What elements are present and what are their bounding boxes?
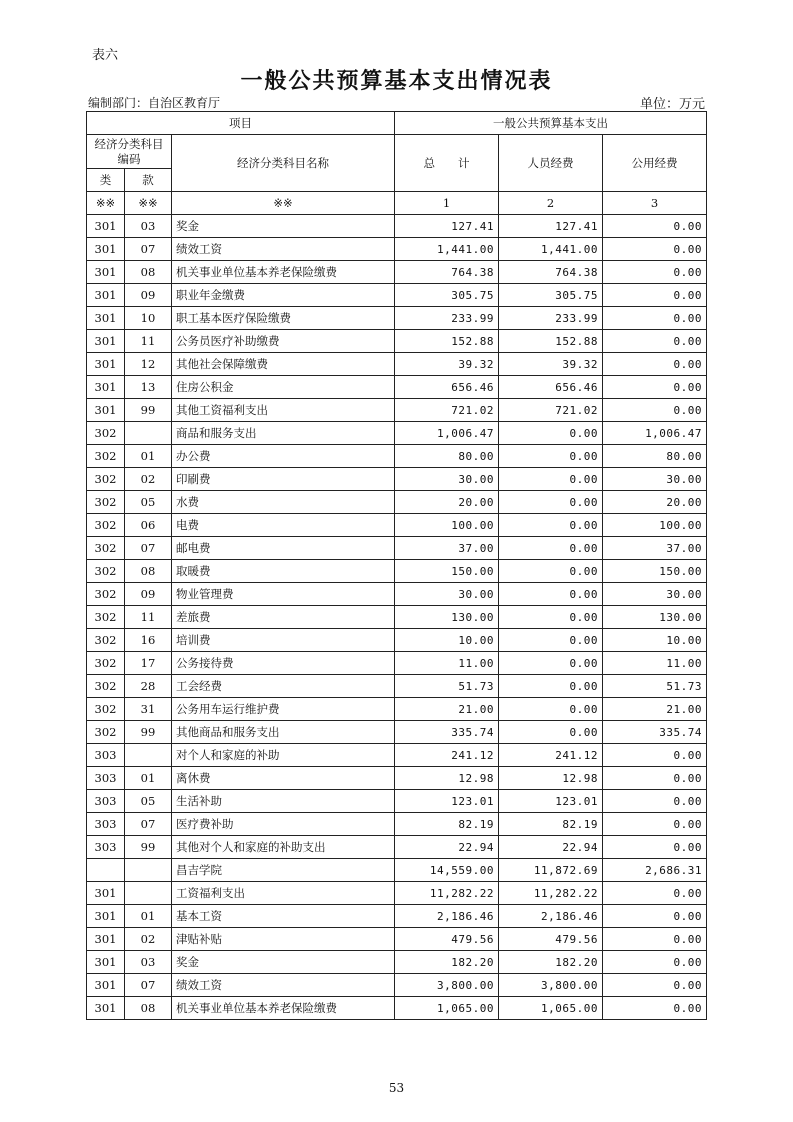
table-row <box>87 652 707 675</box>
cell-personnel: 0.00 <box>499 560 603 583</box>
cell-lei <box>87 859 125 882</box>
table-row <box>87 813 707 836</box>
cell-econ-name: 昌吉学院 <box>172 859 395 882</box>
cell-total: 305.75 <box>395 284 499 307</box>
index-b: ※※ <box>125 192 172 215</box>
cell-lei: 303 <box>87 813 125 836</box>
cell-total: 152.88 <box>395 330 499 353</box>
cell-econ-name: 取暖费 <box>172 560 395 583</box>
cell-total: 30.00 <box>395 468 499 491</box>
cell-kuan: 06 <box>125 514 172 537</box>
cell-econ-name: 绩效工资 <box>172 238 395 261</box>
cell-lei: 301 <box>87 307 125 330</box>
cell-econ-name: 其他商品和服务支出 <box>172 721 395 744</box>
cell-personnel: 241.12 <box>499 744 603 767</box>
cell-kuan: 01 <box>125 767 172 790</box>
cell-lei: 301 <box>87 905 125 928</box>
cell-personnel: 127.41 <box>499 215 603 238</box>
cell-econ-name: 离休费 <box>172 767 395 790</box>
cell-personnel: 1,065.00 <box>499 997 603 1020</box>
cell-lei: 303 <box>87 790 125 813</box>
cell-total: 21.00 <box>395 698 499 721</box>
cell-kuan: 16 <box>125 629 172 652</box>
cell-personnel: 0.00 <box>499 652 603 675</box>
cell-econ-name: 绩效工资 <box>172 974 395 997</box>
table-row <box>87 928 707 951</box>
cell-econ-name: 邮电费 <box>172 537 395 560</box>
cell-econ-name: 生活补助 <box>172 790 395 813</box>
cell-total: 150.00 <box>395 560 499 583</box>
cell-kuan: 11 <box>125 606 172 629</box>
cell-personnel: 12.98 <box>499 767 603 790</box>
cell-personnel: 123.01 <box>499 790 603 813</box>
cell-personnel: 0.00 <box>499 606 603 629</box>
cell-total: 721.02 <box>395 399 499 422</box>
cell-kuan: 03 <box>125 215 172 238</box>
cell-total: 22.94 <box>395 836 499 859</box>
header-econ-code: 经济分类科目编码 <box>87 135 172 169</box>
cell-personnel: 182.20 <box>499 951 603 974</box>
cell-personnel: 82.19 <box>499 813 603 836</box>
table-row <box>87 445 707 468</box>
cell-public: 30.00 <box>603 583 707 606</box>
cell-public: 130.00 <box>603 606 707 629</box>
cell-kuan: 17 <box>125 652 172 675</box>
cell-econ-name: 公务用车运行维护费 <box>172 698 395 721</box>
cell-econ-name: 职业年金缴费 <box>172 284 395 307</box>
cell-total: 1,441.00 <box>395 238 499 261</box>
cell-kuan: 08 <box>125 560 172 583</box>
header-row-1 <box>87 112 707 135</box>
cell-personnel: 1,441.00 <box>499 238 603 261</box>
table-row <box>87 882 707 905</box>
cell-kuan: 01 <box>125 445 172 468</box>
cell-econ-name: 机关事业单位基本养老保险缴费 <box>172 997 395 1020</box>
cell-total: 80.00 <box>395 445 499 468</box>
cell-kuan <box>125 882 172 905</box>
cell-personnel: 0.00 <box>499 721 603 744</box>
cell-personnel: 764.38 <box>499 261 603 284</box>
cell-total: 130.00 <box>395 606 499 629</box>
header-project: 项目 <box>87 112 395 135</box>
cell-total: 764.38 <box>395 261 499 284</box>
table-row <box>87 514 707 537</box>
header-personnel: 人员经费 <box>499 135 603 192</box>
cell-personnel: 2,186.46 <box>499 905 603 928</box>
cell-public: 80.00 <box>603 445 707 468</box>
index-2: 2 <box>499 192 603 215</box>
table-row <box>87 606 707 629</box>
table-row <box>87 629 707 652</box>
cell-public: 0.00 <box>603 836 707 859</box>
cell-total: 123.01 <box>395 790 499 813</box>
cell-total: 11.00 <box>395 652 499 675</box>
cell-lei: 301 <box>87 284 125 307</box>
table-row <box>87 284 707 307</box>
cell-public: 0.00 <box>603 238 707 261</box>
cell-lei: 301 <box>87 215 125 238</box>
cell-total: 3,800.00 <box>395 974 499 997</box>
cell-econ-name: 水费 <box>172 491 395 514</box>
cell-personnel: 0.00 <box>499 537 603 560</box>
cell-kuan: 11 <box>125 330 172 353</box>
cell-public: 2,686.31 <box>603 859 707 882</box>
cell-public: 0.00 <box>603 790 707 813</box>
cell-public: 11.00 <box>603 652 707 675</box>
cell-kuan: 28 <box>125 675 172 698</box>
cell-public: 0.00 <box>603 307 707 330</box>
table-row <box>87 790 707 813</box>
cell-lei: 301 <box>87 376 125 399</box>
cell-econ-name: 工资福利支出 <box>172 882 395 905</box>
cell-kuan: 07 <box>125 537 172 560</box>
cell-total: 241.12 <box>395 744 499 767</box>
cell-econ-name: 住房公积金 <box>172 376 395 399</box>
cell-lei: 302 <box>87 698 125 721</box>
cell-econ-name: 基本工资 <box>172 905 395 928</box>
cell-econ-name: 物业管理费 <box>172 583 395 606</box>
cell-personnel: 305.75 <box>499 284 603 307</box>
cell-personnel: 11,282.22 <box>499 882 603 905</box>
cell-personnel: 721.02 <box>499 399 603 422</box>
cell-lei: 302 <box>87 537 125 560</box>
cell-kuan: 08 <box>125 261 172 284</box>
cell-personnel: 0.00 <box>499 422 603 445</box>
cell-personnel: 0.00 <box>499 445 603 468</box>
table-row <box>87 583 707 606</box>
table-row <box>87 836 707 859</box>
cell-lei: 302 <box>87 491 125 514</box>
table-row <box>87 261 707 284</box>
cell-kuan: 02 <box>125 928 172 951</box>
cell-public: 37.00 <box>603 537 707 560</box>
cell-total: 233.99 <box>395 307 499 330</box>
page-number: 53 <box>388 1081 405 1095</box>
table-row <box>87 698 707 721</box>
table-label: 表六 <box>92 48 119 63</box>
unit-label: 单位：万元 <box>639 97 705 112</box>
cell-total: 39.32 <box>395 353 499 376</box>
cell-lei: 301 <box>87 928 125 951</box>
table-row <box>87 675 707 698</box>
cell-total: 37.00 <box>395 537 499 560</box>
cell-kuan: 10 <box>125 307 172 330</box>
header-row-index <box>87 192 707 215</box>
cell-public: 335.74 <box>603 721 707 744</box>
cell-econ-name: 工会经费 <box>172 675 395 698</box>
cell-econ-name: 公务接待费 <box>172 652 395 675</box>
cell-econ-name: 办公费 <box>172 445 395 468</box>
cell-kuan: 07 <box>125 813 172 836</box>
cell-kuan: 05 <box>125 491 172 514</box>
table-row <box>87 238 707 261</box>
table-row <box>87 215 707 238</box>
cell-kuan: 01 <box>125 905 172 928</box>
cell-public: 0.00 <box>603 997 707 1020</box>
cell-personnel: 479.56 <box>499 928 603 951</box>
cell-kuan <box>125 859 172 882</box>
cell-public: 0.00 <box>603 284 707 307</box>
cell-public: 20.00 <box>603 491 707 514</box>
table-row <box>87 307 707 330</box>
cell-personnel: 152.88 <box>499 330 603 353</box>
cell-total: 82.19 <box>395 813 499 836</box>
cell-public: 0.00 <box>603 928 707 951</box>
cell-public: 0.00 <box>603 353 707 376</box>
cell-kuan: 08 <box>125 997 172 1020</box>
cell-total: 335.74 <box>395 721 499 744</box>
index-1: 1 <box>395 192 499 215</box>
cell-personnel: 0.00 <box>499 468 603 491</box>
cell-lei: 302 <box>87 652 125 675</box>
cell-lei: 301 <box>87 353 125 376</box>
cell-total: 2,186.46 <box>395 905 499 928</box>
cell-public: 150.00 <box>603 560 707 583</box>
cell-kuan: 99 <box>125 399 172 422</box>
cell-lei: 302 <box>87 583 125 606</box>
cell-personnel: 0.00 <box>499 698 603 721</box>
cell-public: 0.00 <box>603 399 707 422</box>
cell-total: 12.98 <box>395 767 499 790</box>
cell-public: 0.00 <box>603 882 707 905</box>
index-c: ※※ <box>172 192 395 215</box>
cell-total: 11,282.22 <box>395 882 499 905</box>
table-row <box>87 537 707 560</box>
cell-public: 0.00 <box>603 376 707 399</box>
cell-lei: 302 <box>87 445 125 468</box>
cell-total: 479.56 <box>395 928 499 951</box>
cell-lei: 301 <box>87 330 125 353</box>
header-lei: 类 <box>87 169 125 192</box>
header-kuan: 款 <box>125 169 172 192</box>
cell-total: 51.73 <box>395 675 499 698</box>
cell-personnel: 22.94 <box>499 836 603 859</box>
table-row <box>87 974 707 997</box>
cell-personnel: 0.00 <box>499 675 603 698</box>
cell-lei: 301 <box>87 974 125 997</box>
cell-personnel: 233.99 <box>499 307 603 330</box>
cell-total: 30.00 <box>395 583 499 606</box>
table-row <box>87 951 707 974</box>
cell-public: 0.00 <box>603 215 707 238</box>
cell-public: 21.00 <box>603 698 707 721</box>
cell-lei: 302 <box>87 606 125 629</box>
cell-public: 0.00 <box>603 951 707 974</box>
cell-econ-name: 对个人和家庭的补助 <box>172 744 395 767</box>
header-public: 公用经费 <box>603 135 707 192</box>
cell-econ-name: 奖金 <box>172 215 395 238</box>
cell-econ-name: 津贴补贴 <box>172 928 395 951</box>
cell-public: 0.00 <box>603 974 707 997</box>
header-row-2 <box>87 135 707 169</box>
cell-lei: 302 <box>87 721 125 744</box>
cell-econ-name: 差旅费 <box>172 606 395 629</box>
cell-total: 10.00 <box>395 629 499 652</box>
cell-lei: 303 <box>87 836 125 859</box>
cell-kuan: 31 <box>125 698 172 721</box>
header-total: 总 计 <box>395 135 499 192</box>
cell-kuan: 99 <box>125 836 172 859</box>
cell-lei: 302 <box>87 560 125 583</box>
cell-lei: 301 <box>87 399 125 422</box>
cell-total: 100.00 <box>395 514 499 537</box>
table-row <box>87 560 707 583</box>
cell-total: 20.00 <box>395 491 499 514</box>
cell-econ-name: 机关事业单位基本养老保险缴费 <box>172 261 395 284</box>
budget-table <box>86 111 707 1020</box>
cell-lei: 302 <box>87 629 125 652</box>
cell-total: 14,559.00 <box>395 859 499 882</box>
cell-personnel: 0.00 <box>499 514 603 537</box>
cell-personnel: 0.00 <box>499 629 603 652</box>
table-row <box>87 330 707 353</box>
cell-lei: 301 <box>87 238 125 261</box>
table-row <box>87 468 707 491</box>
cell-public: 0.00 <box>603 767 707 790</box>
cell-kuan: 03 <box>125 951 172 974</box>
cell-public: 0.00 <box>603 330 707 353</box>
cell-econ-name: 医疗费补助 <box>172 813 395 836</box>
cell-econ-name: 培训费 <box>172 629 395 652</box>
cell-kuan <box>125 422 172 445</box>
table-row <box>87 376 707 399</box>
cell-econ-name: 其他对个人和家庭的补助支出 <box>172 836 395 859</box>
cell-lei: 301 <box>87 261 125 284</box>
cell-public: 30.00 <box>603 468 707 491</box>
table-row <box>87 859 707 882</box>
cell-lei: 302 <box>87 675 125 698</box>
cell-econ-name: 职工基本医疗保险缴费 <box>172 307 395 330</box>
cell-kuan: 13 <box>125 376 172 399</box>
cell-personnel: 11,872.69 <box>499 859 603 882</box>
cell-personnel: 0.00 <box>499 583 603 606</box>
index-a: ※※ <box>87 192 125 215</box>
cell-personnel: 656.46 <box>499 376 603 399</box>
table-row <box>87 767 707 790</box>
cell-personnel: 39.32 <box>499 353 603 376</box>
cell-public: 1,006.47 <box>603 422 707 445</box>
cell-total: 656.46 <box>395 376 499 399</box>
department-label: 编制部门：自治区教育厅 <box>88 96 221 110</box>
cell-lei: 301 <box>87 951 125 974</box>
cell-public: 51.73 <box>603 675 707 698</box>
table-row <box>87 744 707 767</box>
cell-public: 0.00 <box>603 813 707 836</box>
cell-public: 10.00 <box>603 629 707 652</box>
cell-total: 1,006.47 <box>395 422 499 445</box>
cell-total: 182.20 <box>395 951 499 974</box>
table-row <box>87 399 707 422</box>
cell-lei: 303 <box>87 767 125 790</box>
cell-public: 100.00 <box>603 514 707 537</box>
cell-lei: 302 <box>87 514 125 537</box>
cell-kuan <box>125 744 172 767</box>
cell-kuan: 09 <box>125 583 172 606</box>
page-title: 一般公共预算基本支出情况表 <box>240 68 553 94</box>
cell-econ-name: 电费 <box>172 514 395 537</box>
table-row <box>87 721 707 744</box>
index-3: 3 <box>603 192 707 215</box>
cell-total: 127.41 <box>395 215 499 238</box>
cell-kuan: 07 <box>125 238 172 261</box>
cell-econ-name: 印刷费 <box>172 468 395 491</box>
cell-econ-name: 奖金 <box>172 951 395 974</box>
cell-lei: 301 <box>87 882 125 905</box>
cell-econ-name: 公务员医疗补助缴费 <box>172 330 395 353</box>
header-budget-group: 一般公共预算基本支出 <box>395 112 707 135</box>
cell-kuan: 05 <box>125 790 172 813</box>
table-row <box>87 491 707 514</box>
cell-econ-name: 商品和服务支出 <box>172 422 395 445</box>
table-row <box>87 422 707 445</box>
cell-econ-name: 其他工资福利支出 <box>172 399 395 422</box>
table-row <box>87 905 707 928</box>
cell-public: 0.00 <box>603 744 707 767</box>
table-row <box>87 353 707 376</box>
cell-kuan: 12 <box>125 353 172 376</box>
cell-kuan: 99 <box>125 721 172 744</box>
cell-lei: 301 <box>87 997 125 1020</box>
cell-kuan: 07 <box>125 974 172 997</box>
cell-lei: 302 <box>87 422 125 445</box>
cell-kuan: 02 <box>125 468 172 491</box>
cell-public: 0.00 <box>603 905 707 928</box>
table-row <box>87 997 707 1020</box>
cell-personnel: 3,800.00 <box>499 974 603 997</box>
cell-total: 1,065.00 <box>395 997 499 1020</box>
cell-lei: 302 <box>87 468 125 491</box>
cell-kuan: 09 <box>125 284 172 307</box>
header-econ-name: 经济分类科目名称 <box>172 135 395 192</box>
cell-public: 0.00 <box>603 261 707 284</box>
cell-lei: 303 <box>87 744 125 767</box>
cell-econ-name: 其他社会保障缴费 <box>172 353 395 376</box>
cell-personnel: 0.00 <box>499 491 603 514</box>
